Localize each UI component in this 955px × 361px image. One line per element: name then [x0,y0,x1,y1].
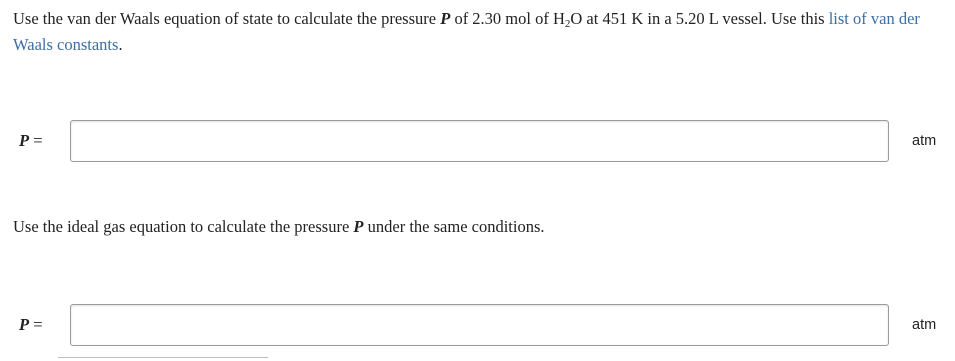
q1-pressure-variable: P [440,9,451,28]
q1-text-after-sub: O at 451 K in a 5.20 L vessel. Use this [570,9,829,28]
q1-text-start: Use the van der Waals equation of state to calculate the pressure [13,9,441,28]
unit-label-1: atm [912,133,937,149]
unit-label-2: atm [912,317,937,333]
q1-text-end: . [118,35,123,54]
pressure-label-2-eq: = [29,315,43,334]
q1-subscript: 2 [564,18,571,30]
pressure-label-2 [19,315,43,335]
pressure-van-der-waals-input[interactable] [70,120,889,162]
pressure-label-1-var: P [19,131,30,150]
question-ideal-gas [13,214,545,240]
q2-text-end: under the same conditions. [363,217,545,236]
pressure-ideal-gas-input[interactable] [70,304,889,346]
pressure-label-1 [19,131,43,151]
van-der-waals-constants-link[interactable]: list of van der Waals constants [13,9,920,54]
pressure-label-1-eq: = [29,131,43,150]
question-van-der-waals [13,6,938,58]
next-element-top-edge [58,357,268,361]
q1-text-mid: of 2.30 mol of H [450,9,565,28]
q2-pressure-variable: P [353,217,364,236]
q2-text-start: Use the ideal gas equation to calculate the pressure [13,217,354,236]
answer-row-ideal-gas [0,304,955,346]
answer-row-van-der-waals [0,120,955,162]
pressure-label-2-var: P [19,315,30,334]
